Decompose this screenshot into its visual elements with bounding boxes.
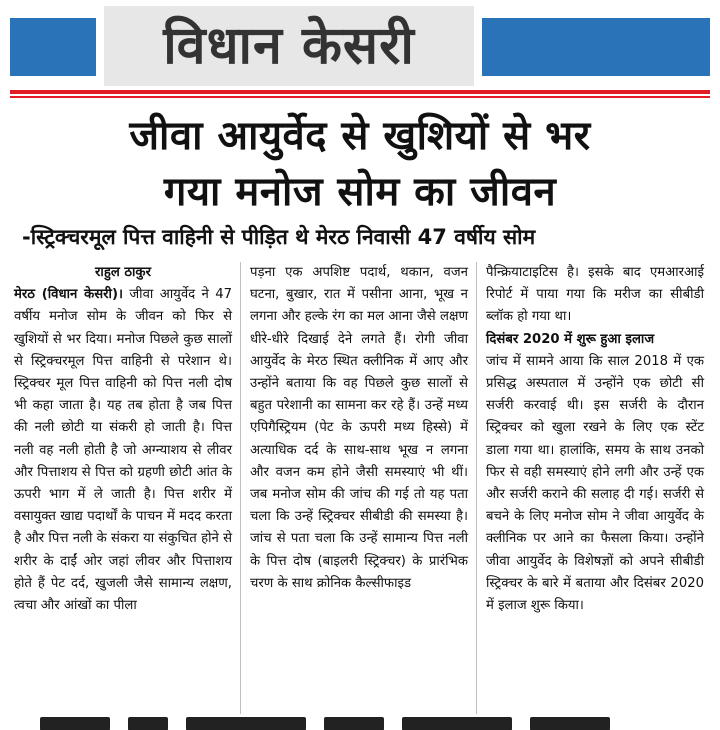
article-text: जीवा आयुर्वेद ने 47 वर्षीय मनोज सोम के जीवन को फिर से खुशियों से भर दिया। मनोज पिछले कुछ सालों से स्ट्रिक्चरमूल पित्त वाहिनी से परेशान थे। स्ट्रिक्चर मूल पित्त वाहिनी को पित्त नली दोष भी कहा जाता है। यह तब होता है जब पित्त की नली छोटी या संकरी हो जाती है। पित्त नली वह नली होती है जो अग्न्याशय से लीवर और पित्ताशय से पित्त को ग्रहणी छोटी आंत के ऊपरी भाग में ले जाती है। पित्त शरीर में वसायुक्त खाद्य पदार्थों के पाचन में मदद करता है और पित्त नली के संकरा या संकुचित होने से शरीर के दाईं ओर जहां लीवर और पित्ताशय होते हैं पेट दर्द, खुजली जैसे सामान्य लक्षण, त्वचा और आंखों का पीला <box>14 287 233 614</box>
masthead-title: विधान केसरी <box>163 16 415 76</box>
article-text: जांच में सामने आया कि साल 2018 में एक प्रसिद्ध अस्पताल में उन्होंने एक छोटी सी सर्जरी करवाई थी। इस सर्जरी के दौरान स्ट्रिक्चर को खुला रखने के लिए एक स्टेंट डाला गया था। हालांकि, समय के साथ उनको फिर से वही समस्याएं होने लगी और उन्हें एक और सर्जरी कराने की सलाह दी गई। सर्जरी से बचने के लिए मनोज सोम ने जीवा आयुर्वेद के क्लीनिक पर आने का फैसला किया। उन्होंने जीवा आयुर्वेद के विशेषज्ञों को अपने सीबीडी स्ट्रिक्चर के बारे में बताया और दिसंबर 2020 में इलाज शुरू किया। <box>486 353 704 614</box>
article-column-1 <box>14 262 232 617</box>
masthead <box>0 0 720 102</box>
article-paragraph <box>14 284 232 617</box>
headline-line-1: जीवा आयुर्वेद से खुशियों से भर <box>129 113 591 159</box>
byline: राहुल ठाकुर <box>95 265 151 280</box>
article-column-3 <box>486 262 704 617</box>
article-text: पैन्क्रियाटाइटिस है। इसके बाद एमआरआई रिपोर्ट में पाया गया कि मरीज का सीबीडी ब्लॉक हो गया था। <box>486 265 704 325</box>
article-text: पड़ना एक अपशिष्ट पदार्थ, थकान, वजन घटना, बुखार, रात में पसीना आना, भूख न लगना और हल्के रंग का मल आना जैसे लक्षण धीरे-धीरे दिखाई देने लगते हैं। रोगी जीवा आयुर्वेद के मेरठ स्थित क्लीनिक में आए और उन्होंने बताया कि वह पिछले कुछ सालों से बहुत परेशानी का सामना कर रहे हैं। उन्हें मध्य एपिगैस्ट्रियम (पेट के ऊपरी मध्य हिस्से) में अत्याधिक दर्द के साथ-साथ भूख न लगना और वजन कम होने जैसी समस्याएं भी थीं। जब मनोज सोम की जांच की गई तो यह पता चला कि उन्हें स्ट्रिक्चर सीबीडी की समस्या है। जांच से पता चला कि उन्हें सामान्य पित्त नली के पित्त दोष (बाइलरी स्ट्रिक्चर) के प्रारंभिक चरण के साथ क्रोनिक कैल्सीफाइड <box>250 265 468 591</box>
article-column-2 <box>250 262 468 595</box>
subheadline: -स्ट्रिक्चरमूल पित्त वाहिनी से पीड़ित थे मेरठ निवासी 47 वर्षीय सोम <box>22 225 536 249</box>
next-headline-cutoff <box>40 716 680 730</box>
section-subhead: दिसंबर 2020 में शुरू हुआ इलाज <box>486 331 655 347</box>
dateline: मेरठ (विधान केसरी)। <box>14 287 123 303</box>
headline <box>0 108 720 220</box>
column-divider <box>476 262 477 714</box>
masthead-red-rule-thin <box>10 96 710 98</box>
headline-line-2: गया मनोज सोम का जीवन <box>163 169 557 215</box>
masthead-red-rule <box>10 90 710 94</box>
column-divider <box>240 262 241 714</box>
